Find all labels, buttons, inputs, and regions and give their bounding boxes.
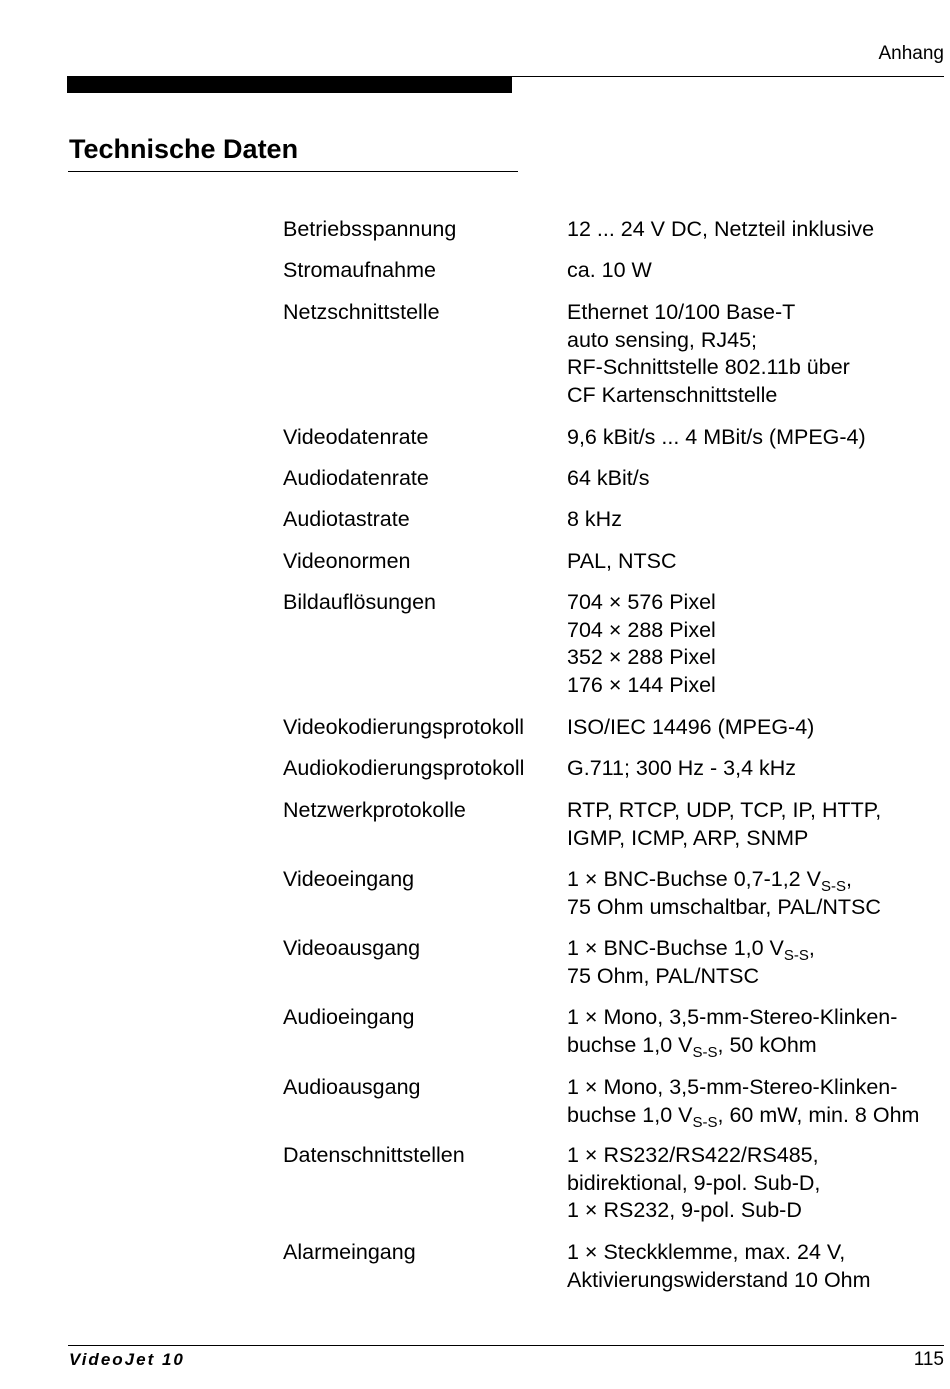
spec-value [567,216,950,244]
text-run: buchse 1,0 V [567,1102,693,1127]
spec-value-line: 75 Ohm, PAL/NTSC [567,963,759,988]
spec-value [567,548,950,576]
spec-value-line: G.711; 300 Hz - 3,4 kHz [567,756,797,780]
text-run: , [808,936,815,960]
spec-value [567,1239,950,1294]
spec-label: Videonormen [283,549,411,573]
spec-label: Audiotastrate [283,507,410,531]
spec-value [567,424,950,452]
spec-label: Bildauflösungen [283,590,437,614]
spec-value-line: 75 Ohm umschaltbar, PAL/NTSC [567,894,881,919]
spec-value-line: RTP, RTCP, UDP, TCP, IP, HTTP, [567,798,882,822]
spec-value [567,506,950,534]
subscript: S-S [692,1113,718,1131]
footer-brand: VideoJet 10 [69,1350,185,1369]
page-number: 115 [913,1349,944,1370]
spec-label: Audiokodierungsprotokoll [283,756,525,780]
spec-value-line: PAL, NTSC [567,549,677,573]
text-run: , 60 mW, min. 8 Ohm [717,1102,920,1127]
spec-value [567,935,950,990]
spec-value-line: IGMP, ICMP, ARP, SNMP [567,825,809,850]
spec-value [567,797,950,852]
spec-value-line: 176 × 144 Pixel [567,672,716,697]
spec-label: Videoausgang [283,936,421,960]
spec-value-line: 1 × RS232, 9-pol. Sub-D [567,1198,802,1222]
spec-value-line: 1 × RS232/RS422/RS485, [567,1143,819,1167]
spec-value-line: 12 ... 24 V DC, Netzteil inklusive [567,217,875,241]
text-run: buchse 1,0 V [567,1032,693,1057]
spec-label: Audioeingang [283,1005,415,1029]
spec-value-line: bidirektional, 9-pol. Sub-D, [567,1170,821,1195]
spec-label: Betriebsspannung [283,217,457,241]
text-run: , [845,867,852,891]
spec-value [567,1004,950,1059]
text-run: 1 × BNC-Buchse 0,7-1,2 V [567,867,821,891]
spec-value-line [567,866,950,894]
spec-value-line: 64 kBit/s [567,466,650,490]
spec-value-line: ISO/IEC 14496 (MPEG-4) [567,715,815,739]
spec-value [567,589,950,699]
spec-value-line: RF-Schnittstelle 802.11b über [567,355,850,379]
text-run: 1 × BNC-Buchse 1,0 V [567,936,784,960]
spec-value-line: 1 × Mono, 3,5-mm-Stereo-Klinken- [567,1075,898,1099]
header-bar [67,76,512,93]
spec-label: Netzschnittstelle [283,300,440,324]
page-title: Technische Daten [69,134,299,164]
subscript: S-S [783,947,809,964]
spec-label: Alarmeingang [283,1240,416,1264]
spec-value [567,755,950,783]
spec-value-line: 352 × 288 Pixel [567,645,716,669]
title-underline [68,171,518,172]
spec-value-line: 704 × 288 Pixel [567,617,716,642]
text-run: , 50 kOhm [717,1032,817,1057]
spec-label: Netzwerkprotokolle [283,798,466,822]
spec-value-line [567,1032,950,1060]
spec-value [567,465,950,493]
footer-rule [68,1345,944,1346]
subscript: S-S [820,878,846,895]
spec-value-line: 9,6 kBit/s ... 4 MBit/s (MPEG-4) [567,425,866,449]
header-section-label: Anhang [878,43,944,64]
spec-value-line: Ethernet 10/100 Base-T [567,300,796,324]
spec-label: Videodatenrate [283,425,429,449]
spec-label: Audioausgang [283,1075,421,1099]
header-rule [512,76,944,77]
spec-value [567,299,950,409]
spec-label: Videoeingang [283,867,415,891]
spec-value-line: 704 × 576 Pixel [567,590,716,614]
spec-value-line: 1 × Mono, 3,5-mm-Stereo-Klinken- [567,1005,898,1029]
spec-value-line: 8 kHz [567,507,622,531]
spec-value [567,1142,950,1225]
spec-value [567,1074,950,1129]
spec-value-line [567,935,950,963]
spec-value-line [567,1102,950,1130]
spec-value-line: CF Kartenschnittstelle [567,382,778,407]
spec-label: Stromaufnahme [283,258,436,282]
spec-value-line: ca. 10 W [567,258,652,282]
spec-value-line: auto sensing, RJ45; [567,327,758,352]
spec-value [567,714,950,742]
spec-value [567,866,950,921]
spec-value-line: Aktivierungswiderstand 10 Ohm [567,1267,871,1292]
spec-label: Videokodierungsprotokoll [283,715,525,739]
spec-value-line: 1 × Steckklemme, max. 24 V, [567,1240,846,1264]
spec-label: Datenschnittstellen [283,1143,465,1167]
subscript: S-S [692,1043,718,1061]
spec-value [567,257,950,285]
spec-label: Audiodatenrate [283,466,429,490]
